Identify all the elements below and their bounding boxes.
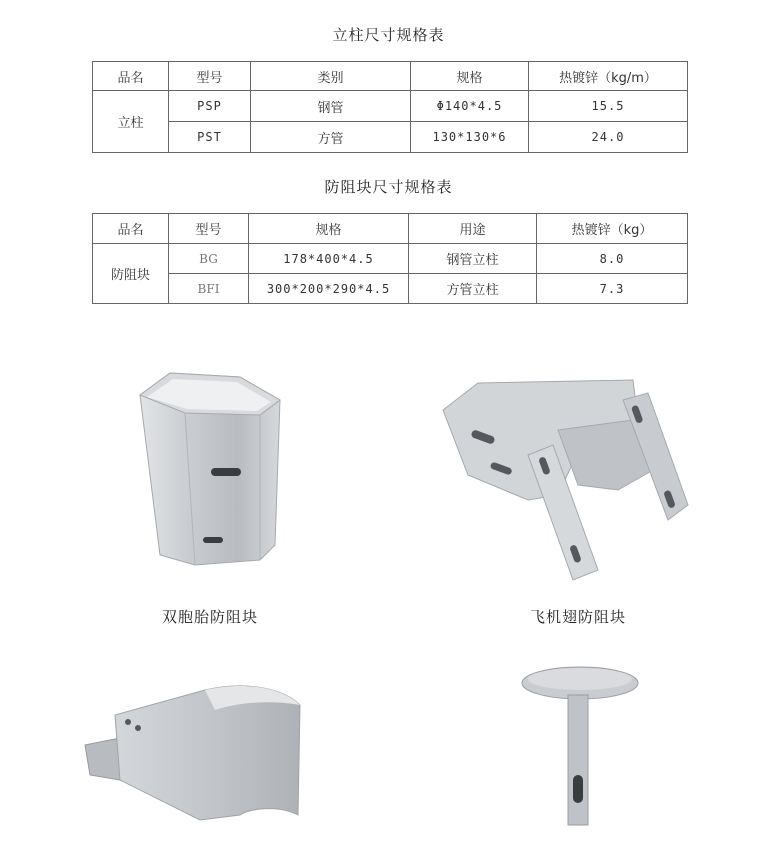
- table-row: [93, 244, 688, 274]
- post-spec-table: [92, 61, 688, 153]
- table2-title: 防阻块尺寸规格表: [324, 178, 453, 196]
- model-cell: BFⅠ: [169, 274, 249, 304]
- table-row: [93, 122, 688, 153]
- wing-block-caption: 飞机翅防阻块: [529, 608, 626, 626]
- twin-block-caption: 双胞胎防阻块: [161, 608, 258, 626]
- header-cell: 品名: [93, 62, 169, 91]
- table-header-row: [93, 214, 688, 244]
- product-name-cell: 防阻块: [93, 244, 169, 304]
- weight-cell: 24.0: [529, 122, 688, 153]
- model-cell: BG: [169, 244, 249, 274]
- usage-cell: 方管立柱: [409, 274, 537, 304]
- disk-block-image: [518, 655, 643, 830]
- header-cell: 品名: [93, 214, 169, 244]
- product-name-cell: 立柱: [93, 91, 169, 153]
- weight-cell: 15.5: [529, 91, 688, 122]
- spec-cell: 130*130*6: [411, 122, 529, 153]
- spec-cell: 178*400*4.5: [249, 244, 409, 274]
- header-cell: 规格: [249, 214, 409, 244]
- weight-cell: 8.0: [537, 244, 688, 274]
- model-cell: PSP: [169, 91, 251, 122]
- weight-cell: 7.3: [537, 274, 688, 304]
- usage-cell: 钢管立柱: [409, 244, 537, 274]
- header-cell: 热镀锌（kg/m）: [529, 62, 688, 91]
- header-cell: 类别: [251, 62, 411, 91]
- table1-title: 立柱尺寸规格表: [332, 26, 445, 44]
- table-header-row: [93, 62, 688, 91]
- block-spec-table: [92, 213, 688, 304]
- curved-block-image: [80, 680, 315, 830]
- header-cell: 型号: [169, 62, 251, 91]
- header-cell: 用途: [409, 214, 537, 244]
- spec-cell: Φ140*4.5: [411, 91, 529, 122]
- header-cell: 型号: [169, 214, 249, 244]
- category-cell: 方管: [251, 122, 411, 153]
- header-cell: 规格: [411, 62, 529, 91]
- category-cell: 钢管: [251, 91, 411, 122]
- bracket-image: [438, 375, 693, 585]
- table-row: [93, 91, 688, 122]
- header-cell: 热镀锌（kg）: [537, 214, 688, 244]
- table-row: [93, 274, 688, 304]
- twin-block-image: [125, 365, 295, 580]
- model-cell: PST: [169, 122, 251, 153]
- spec-cell: 300*200*290*4.5: [249, 274, 409, 304]
